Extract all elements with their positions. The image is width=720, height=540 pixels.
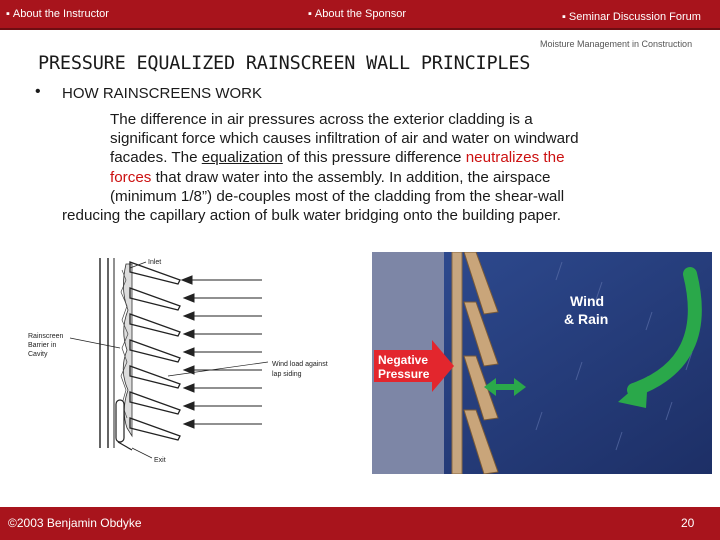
label-wind: Wind xyxy=(570,293,605,309)
label-inlet: Inlet xyxy=(148,259,162,266)
body-text-fragment: that draw water into the assembly. In addition, the airspace xyxy=(151,168,551,186)
leader-line xyxy=(70,338,120,348)
sheathing xyxy=(452,252,462,474)
body-line xyxy=(62,168,712,187)
label-barrier: Cavity xyxy=(28,351,48,358)
nav-about-sponsor[interactable] xyxy=(308,8,406,20)
label-barrier: Rainscreen xyxy=(28,333,64,340)
nav-about-instructor-label: About the Instructor xyxy=(12,8,109,20)
highlighted-text: forces xyxy=(110,168,152,186)
label-wind-load: lap siding xyxy=(272,371,302,378)
nav-seminar-forum-label: Seminar Discussion Forum xyxy=(568,11,701,23)
label-wind-load: Wind load against xyxy=(272,361,328,368)
copyright-text: ©2003 Benjamin Obdyke xyxy=(8,516,142,530)
body-paragraph xyxy=(62,110,712,225)
pressure-illustration xyxy=(372,252,712,474)
nav-bullet: ▪ xyxy=(562,11,566,23)
label-pressure: Pressure xyxy=(378,367,430,381)
body-text-fragment: of this pressure difference xyxy=(282,149,466,167)
drain-detail xyxy=(116,400,124,442)
body-line: significant force which causes infiltration of air and water on windward xyxy=(110,130,579,148)
body-line: reducing the capillary action of bulk water bridging onto the building paper. xyxy=(62,207,561,225)
page-number: 20 xyxy=(681,516,695,530)
body-line: (minimum 1/8”) de-couples most of the cladding from the shear-wall xyxy=(110,187,565,205)
lap-siding xyxy=(130,262,180,440)
label-exit: Exit xyxy=(154,457,166,464)
label-barrier: Barrier in xyxy=(28,342,57,349)
highlighted-text: neutralizes the xyxy=(465,149,565,167)
nav-bullet: ▪ xyxy=(308,8,312,20)
underlined-term: equalization xyxy=(201,149,283,167)
wind-arrows xyxy=(182,276,262,428)
body-line: The difference in air pressures across the exterior cladding is a xyxy=(110,111,533,128)
leader-line xyxy=(168,362,268,376)
bullet-heading: HOW RAINSCREENS WORK xyxy=(62,85,263,102)
nav-about-instructor[interactable] xyxy=(6,8,109,20)
nav-seminar-forum[interactable] xyxy=(562,11,701,23)
slide-title: PRESSURE EQUALIZED RAINSCREEN WALL PRINCIPLES xyxy=(38,53,531,74)
course-subtitle: Moisture Management in Construction xyxy=(540,39,693,49)
nav-about-sponsor-label: About the Sponsor xyxy=(314,8,407,20)
label-negative: Negative xyxy=(378,353,429,367)
body-line xyxy=(62,148,712,167)
body-text-fragment: facades. The xyxy=(110,149,202,167)
drain-line xyxy=(118,442,132,450)
rainscreen-section-diagram xyxy=(22,250,352,472)
leader-line xyxy=(132,448,152,458)
bullet-marker: • xyxy=(35,83,41,100)
label-rain: & Rain xyxy=(564,311,609,327)
nav-bullet: ▪ xyxy=(6,8,10,20)
footer-bar xyxy=(0,507,720,540)
top-navigation-bar xyxy=(0,0,720,30)
